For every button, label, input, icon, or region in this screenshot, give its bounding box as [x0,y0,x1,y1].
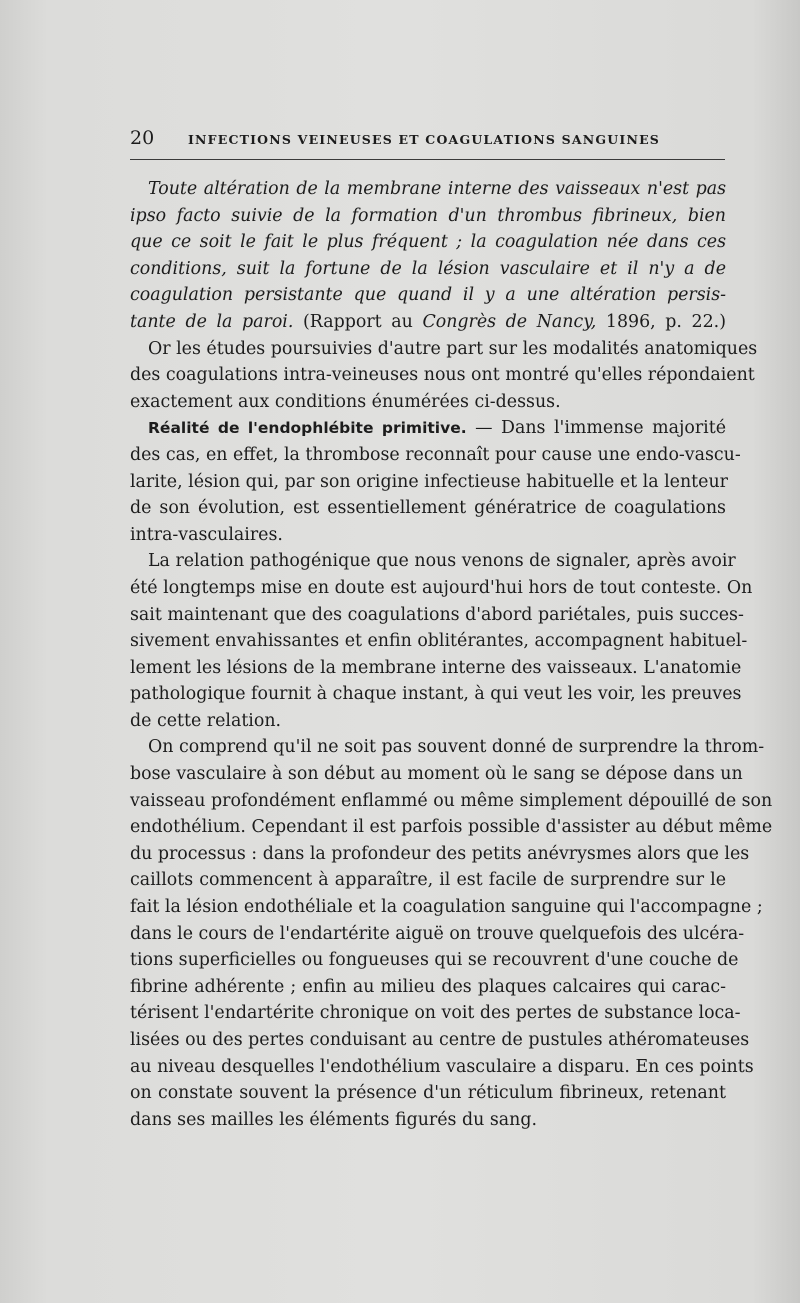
text-line: caillots commencent à apparaître, il est facile de surprendre sur le [130,870,726,891]
quoted-passage [130,176,726,336]
text-line: vaisseau profondément enflammé ou même simplement dépouillé de son [130,790,773,811]
quote-italic-text: tante de la paroi. [130,311,294,332]
text-line: de cette relation. [130,710,282,731]
section-paragraph [130,415,741,548]
text-line: tions superficielles ou fongueuses qui se recouvrent d'une couche de [130,950,739,971]
section-first-line [130,415,726,442]
text-line: sait maintenant que des coagulations d'abord pariétales, puis succes- [130,604,744,625]
paragraph [130,336,758,416]
quote-line: conditions, suit la fortune de la lésion vasculaire et il n'y a de [130,258,726,279]
text-line: fibrine adhérente ; enfin au milieu des plaques calcaires qui carac- [130,976,726,997]
text-line: bose vasculaire à son début au moment où le sang se dépose dans un [130,764,743,785]
paragraph [130,548,753,734]
text-line: lement les lésions de la membrane interne des vaisseaux. L'anatomie [130,657,742,678]
running-head: INFECTIONS VEINEUSES ET COAGULATIONS SANGUINES [188,132,661,147]
page-number: 20 [130,127,155,149]
text-line: intra-vasculaires. [130,524,283,545]
text-line: des cas, en effet, la thrombose reconnaît pour cause une endo-vascu- [130,444,741,465]
text-line: sivement envahissantes et enfin oblitérantes, accompagnent habituel- [130,631,748,652]
text-line: Or les études poursuivies d'autre part sur les modalités anatomiques [148,338,758,359]
text-line: dans ses mailles les éléments figurés du sang. [130,1109,537,1130]
text-line: pathologique fournit à chaque instant, à qui veut les voir, les preuves [130,684,742,705]
text-line: térisent l'endartérite chronique on voit des pertes de substance loca- [130,1003,741,1024]
text-line: larite, lésion qui, par son origine infectieuse habituelle et la lenteur [130,471,728,492]
text-line: du processus : dans la profondeur des petits anévrysmes alors que les [130,843,750,864]
quote-line: coagulation persistante que quand il y a une altération persis- [130,285,726,306]
paragraph [130,734,773,1133]
text-line: des coagulations intra-veineuses nous ont montré qu'elles répondaient [130,365,755,386]
quote-line: ipso facto suivie de la formation d'un thrombus fibrineux, bien [130,205,726,226]
text-line: On comprend qu'il ne soit pas souvent donné de surprendre la throm- [148,737,765,758]
text-line: lisées ou des pertes conduisant au centre de pustules athéromateuses [130,1030,750,1050]
body-text [130,176,773,1133]
text-line: au niveau desquelles l'endothélium vasculaire a disparu. En ces points [130,1056,754,1077]
quote-citation-ref: 1896, p. 22.) [596,311,726,332]
text-line: fait la lésion endothéliale et la coagulation sanguine qui l'accompagne ; [130,897,763,918]
text-line: on constate souvent la présence d'un réticulum fibrineux, retenant [130,1083,726,1104]
text-line: dans le cours de l'endartérite aiguë on trouve quelquefois des ulcéra- [130,923,745,944]
page-header [130,127,726,149]
text-line: été longtemps mise en doute est aujourd'hui hors de tout conteste. On [130,577,753,598]
text-line: La relation pathogénique que nous venons de signaler, après avoir [148,551,736,572]
text-span: — Dans l'immense majorité [466,418,726,439]
text-line: exactement aux conditions énumérées ci-dessus. [130,391,561,412]
quote-last-line [130,309,726,336]
text-line: de son évolution, est essentiellement génératrice de coagulations [130,498,726,519]
header-rule [130,159,725,160]
quote-line: Toute altération de la membrane interne des vaisseaux n'est pas [148,179,726,199]
quote-congress-name: Congrès de Nancy, [422,311,597,332]
section-heading: Réalité de l'endophlébite primitive. [148,419,467,438]
quote-line: que ce soit le fait le plus fréquent ; la coagulation née dans ces [130,232,726,253]
text-line: endothélium. Cependant il est parfois possible d'assister au début même [130,817,773,838]
quote-citation-text: (Rapport au [293,311,423,332]
